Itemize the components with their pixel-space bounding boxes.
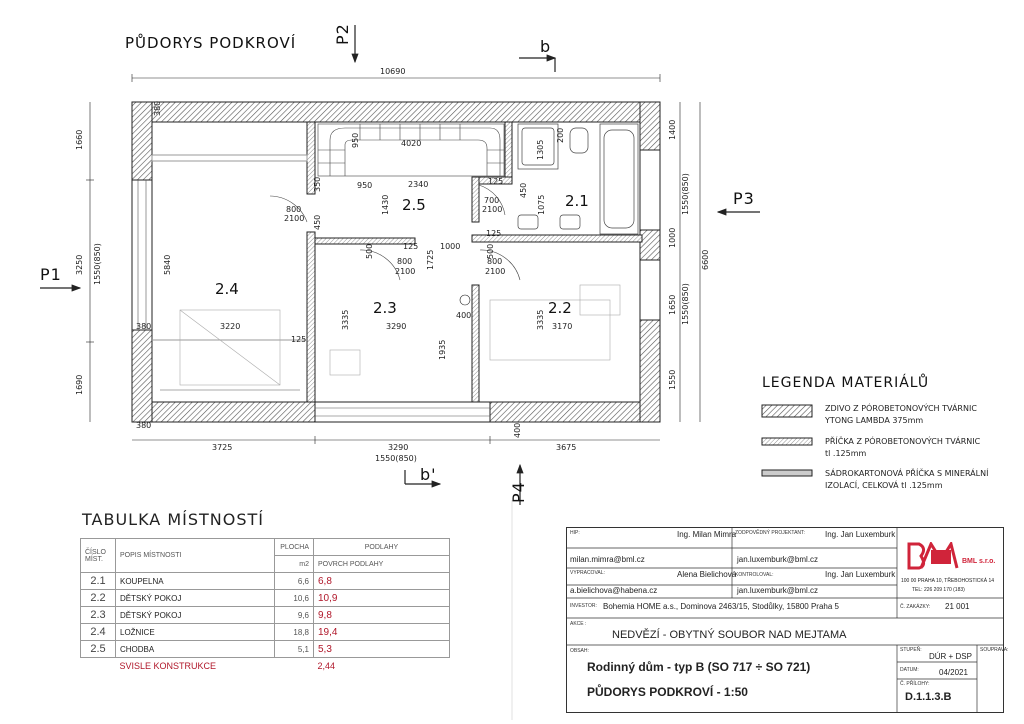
dim-hall-125b: 125 — [486, 229, 502, 238]
dimension-lines — [86, 74, 700, 444]
dim-2-4-5840: 5840 — [163, 254, 172, 275]
dim-left-1690: 1690 — [75, 374, 84, 395]
col-desc-header: POPIS MÍSTNOSTI — [116, 539, 275, 573]
dim-door-700: 700 — [484, 196, 500, 205]
stupen-label: STUPEŇ: — [900, 647, 922, 653]
dim-door-2100b: 2100 — [482, 205, 503, 214]
datum-label: DATUM: — [900, 667, 919, 673]
dim-stair-4020: 4020 — [401, 139, 422, 148]
dim-stair-350: 350 — [313, 176, 322, 192]
table-row — [81, 607, 450, 624]
dim-right-1400: 1400 — [668, 119, 677, 140]
dim-2-3-3335: 3335 — [341, 309, 350, 330]
stupen: DÚR + DSP — [929, 652, 972, 661]
dim-stair-950a: 950 — [351, 132, 360, 148]
hip-email: milan.mimra@bml.cz — [570, 555, 645, 564]
dim-hall-125a: 125 — [403, 242, 419, 251]
row-name: KOUPELNA — [116, 573, 275, 590]
room-label-2-5: 2.5 — [402, 196, 426, 214]
legend-swatch-drywall — [762, 470, 812, 476]
section-p3: P3 — [733, 189, 755, 208]
row-area: 10,6 — [275, 590, 314, 607]
zakazka: 21 001 — [945, 602, 970, 611]
footer-name: SVISLE KONSTRUKCE — [119, 661, 217, 671]
vyprac-email: a.bielichova@habena.cz — [570, 586, 658, 595]
title-block — [566, 527, 1009, 713]
zodp-label: ZODPOVĚDNÝ PROJEKTANT: — [735, 530, 805, 536]
dim-left-3250: 3250 — [75, 254, 84, 275]
dim-2-1-1075: 1075 — [537, 194, 546, 215]
zodp-name: Ing. Jan Luxemburk — [825, 530, 896, 539]
dim-hall-1000: 1000 — [440, 242, 461, 251]
vyprac-label: VYPRACOVAL: — [570, 570, 605, 576]
dim-bottom-1550-850: 1550(850) — [375, 454, 417, 463]
row-name: DĚTSKÝ POKOJ — [116, 607, 275, 624]
outer-walls — [132, 102, 660, 422]
bml-logo — [907, 542, 997, 572]
dim-2-3-400: 400 — [456, 311, 472, 320]
plan-title: PŮDORYS PODKROVÍ — [125, 34, 297, 52]
dim-left-1550-850: 1550(850) — [93, 243, 102, 285]
investor: Bohemia HOME a.s., Dominova 2463/15, Stodůlky, 15800 Praha 5 — [603, 602, 839, 611]
row-floor: 5,3 — [314, 641, 450, 658]
row-name: LOŽNICE — [116, 624, 275, 641]
dim-2-4-125: 125 — [291, 335, 307, 344]
dim-2-4-380a: 380 — [136, 322, 152, 331]
kontrol-label: KONTROLOVAL: — [735, 572, 774, 578]
col-floor-area-header: POVRCH PODLAHY — [314, 556, 450, 573]
dim-bottom-3290: 3290 — [388, 443, 409, 452]
legend-item-3-line1: SÁDROKARTONOVÁ PŘÍČKA S MINERÁLNÍ — [825, 469, 989, 478]
dim-door-2100: 2100 — [284, 214, 305, 223]
hip-label: HIP: — [570, 530, 580, 536]
kontrol-email: jan.luxemburk@bml.cz — [737, 586, 819, 595]
legend-title: LEGENDA MATERIÁLŮ — [762, 375, 930, 391]
dim-bottom-3725: 3725 — [212, 443, 233, 452]
col-number-header: ČÍSLO MÍST. — [81, 539, 116, 573]
table-row — [81, 573, 450, 590]
zakazka-label: Č. ZAKÁZKY: — [900, 604, 931, 610]
row-name: DĚTSKÝ POKOJ — [116, 590, 275, 607]
priloha: D.1.1.3.B — [905, 691, 952, 703]
legend-swatch-masonry — [762, 405, 812, 417]
dim-door-2-3-800: 800 — [397, 257, 413, 266]
row-area: 18,8 — [275, 624, 314, 641]
dim-door-2-2-2100: 2100 — [485, 267, 506, 276]
row-number: 2.5 — [81, 641, 116, 658]
datum: 04/2021 — [939, 668, 968, 677]
row-floor: 9,8 — [314, 607, 450, 624]
row-floor: 10,9 — [314, 590, 450, 607]
legend-swatch-partition — [762, 438, 812, 445]
dim-bottom-400: 400 — [513, 422, 522, 438]
row-number: 2.1 — [81, 573, 116, 590]
section-b-bottom: b' — [420, 465, 437, 484]
dim-right-6600: 6600 — [701, 249, 710, 270]
row-area: 5,1 — [275, 641, 314, 658]
section-p4: P4 — [509, 481, 528, 503]
dim-hall-500b: 500 — [486, 243, 495, 259]
dim-stair-2340: 2340 — [408, 180, 429, 189]
dim-2-3-3290: 3290 — [386, 322, 407, 331]
akce: NEDVĚZÍ - OBYTNÝ SOUBOR NAD MEJTAMA — [612, 629, 847, 641]
dim-right-1550-850-b: 1550(850) — [681, 283, 690, 325]
legend-item-1-line2: YTONG LAMBDA 375mm — [825, 416, 924, 425]
logo-text: BML s.r.o. — [962, 558, 996, 565]
row-number: 2.4 — [81, 624, 116, 641]
investor-label: INVESTOR: — [570, 603, 597, 609]
souprava-label: SOUPRAVA: — [980, 647, 1009, 653]
dim-door-800: 800 — [286, 205, 302, 214]
table-footer-row — [81, 658, 450, 675]
obsah-line2: PŮDORYS PODKROVÍ - 1:50 — [587, 685, 748, 699]
dim-right-1650: 1650 — [668, 294, 677, 315]
table-row — [81, 590, 450, 607]
row-floor: 19,4 — [314, 624, 450, 641]
row-area: 9,6 — [275, 607, 314, 624]
dim-top-wall: 380 — [153, 100, 162, 116]
dim-hall-1725: 1725 — [426, 249, 435, 270]
row-area: 6,6 — [275, 573, 314, 590]
hip-name: Ing. Milan Mimra — [677, 530, 737, 539]
dim-2-1-125: 125 — [488, 177, 504, 186]
dim-door-2-3-2100: 2100 — [395, 267, 416, 276]
row-number: 2.2 — [81, 590, 116, 607]
legend-item-2-line2: tl .125mm — [825, 449, 867, 458]
vyprac-name: Alena Bielichová — [677, 570, 737, 579]
priloha-label: Č. PŘÍLOHY: — [900, 681, 930, 687]
staircase — [318, 124, 504, 176]
kontrol-name: Ing. Jan Luxemburk — [825, 570, 896, 579]
section-p1: P1 — [40, 265, 62, 284]
legend-item-3-line2: IZOLACÍ, CELKOVÁ tl .125mm — [825, 481, 943, 490]
col-area-header: PLOCHA — [275, 539, 314, 556]
col-area-unit: m2 — [275, 556, 314, 573]
obsah-line1: Rodinný dům - typ B (SO 717 ÷ SO 721) — [587, 660, 811, 674]
table-row — [81, 641, 450, 658]
dim-2-2-3335: 3335 — [536, 309, 545, 330]
dim-left-1660: 1660 — [75, 129, 84, 150]
room-label-2-1: 2.1 — [565, 192, 589, 210]
row-number: 2.3 — [81, 607, 116, 624]
dim-bottom-3675: 3675 — [556, 443, 577, 452]
dim-stair-950b: 950 — [357, 181, 373, 190]
legend-item-2-line1: PŘÍČKA Z PÓROBETONOVÝCH TVÁRNIC — [825, 437, 981, 446]
room-table-title: TABULKA MÍSTNOSTÍ — [82, 510, 264, 529]
row-floor: 6,8 — [314, 573, 450, 590]
table-row — [81, 624, 450, 641]
address-line2: TEL: 226 209 170 (183) — [912, 587, 965, 593]
section-b-top: b — [540, 37, 552, 56]
col-floors-header: PODLAHY — [314, 539, 450, 556]
dim-2-3-1935: 1935 — [438, 339, 447, 360]
footer-value: 2,44 — [317, 661, 336, 671]
dim-2-1-450: 450 — [519, 182, 528, 198]
dim-right-1550: 1550 — [668, 369, 677, 390]
akce-label: AKCE : — [570, 621, 587, 627]
dim-2-4-380b: 380 — [136, 421, 152, 430]
zodp-email: jan.luxemburk@bml.cz — [737, 555, 819, 564]
dim-2-4-3220: 3220 — [220, 322, 241, 331]
room-table — [80, 538, 450, 674]
room-label-2-3: 2.3 — [373, 299, 397, 317]
dim-stair-1430: 1430 — [381, 194, 390, 215]
address-line1: 100 00 PRAHA 10, TŘEBOHOSTICKÁ 14 — [901, 578, 995, 584]
dim-stair-450: 450 — [313, 214, 322, 230]
dim-door-2-2-800: 800 — [487, 257, 503, 266]
row-name: CHODBA — [116, 641, 275, 658]
dim-hall-500a: 500 — [365, 243, 374, 259]
legend-item-1-line1: ZDIVO Z PÓROBETONOVÝCH TVÁRNIC — [825, 404, 977, 413]
dim-2-2-3170: 3170 — [552, 322, 573, 331]
dim-overall-width: 10690 — [380, 67, 406, 76]
obsah-label: OBSAH: — [570, 648, 589, 654]
room-label-2-2: 2.2 — [548, 299, 572, 317]
dim-right-1000: 1000 — [668, 227, 677, 248]
dim-2-1-1305: 1305 — [536, 139, 545, 160]
room-label-2-4: 2.4 — [215, 280, 239, 298]
dim-right-1550-850-a: 1550(850) — [681, 173, 690, 215]
dim-2-1-200: 200 — [556, 127, 565, 143]
section-p2: P2 — [333, 23, 352, 45]
